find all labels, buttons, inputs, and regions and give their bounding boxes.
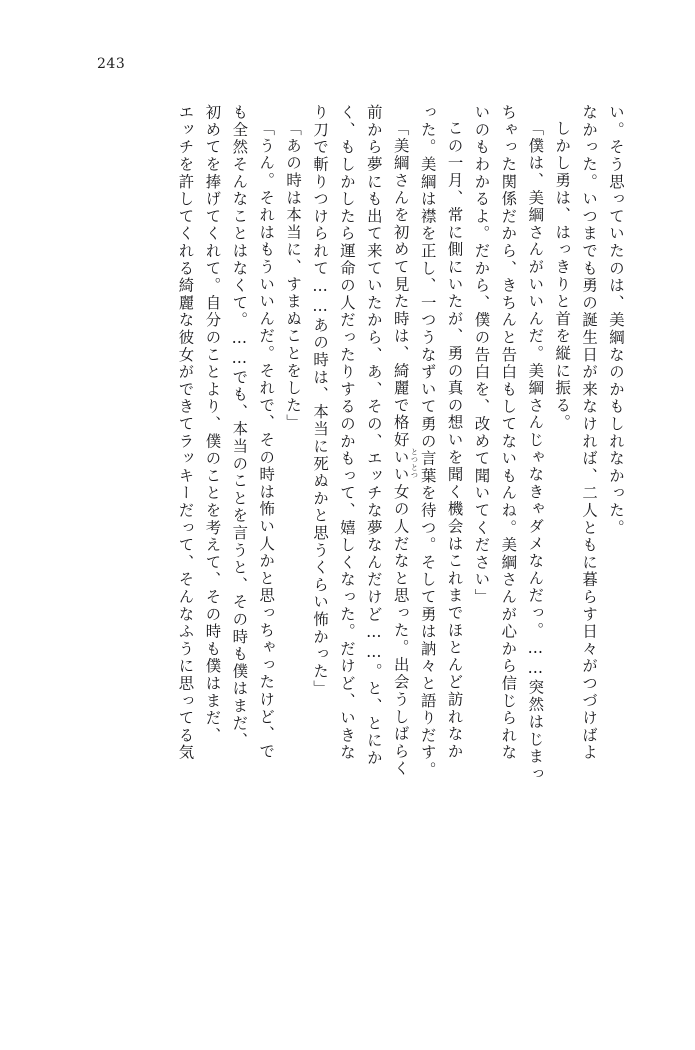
text-column: 「美綱さんを初めて見た時は、綺麗で格好いい女の人だなと思った。出会うしばらく [391,120,410,778]
text-column: 初めてを捧げてくれて。自分のことより、僕のことを考えて、その時も僕はまだ、 [203,104,222,745]
text-column: った。美綱は襟を正し、一つうなずいて勇の言葉を待つ。そして勇は訥々と語りだす。 [418,104,437,779]
text-column: も全然そんなことはなくて。……でも、本当のことを言うと、その時も僕はまだ、 [230,104,249,750]
text-column: しかし勇は、はっきりと首を縦に振る。 [553,120,572,432]
text-column: 「うん。それはもういいんだ。それで、その時は怖い人かと思っちゃったけど、で [257,120,276,761]
text-column: いのもわかるよ。だから、僕の告白を、改めて聞いてください」 [472,104,491,606]
text-column: り刀で斬りつけられて……あの時は、本当に死ぬかと思うくらい怖かった」 [311,104,330,698]
page-number: 243 [97,56,126,72]
text-column: い。そう思っていたのは、美綱なのかもしれなかった。 [607,104,625,537]
text-column: 前から夢にも出て来ていたから、あ、その、エッチな夢なんだけど……。と、とにか [364,104,383,767]
text-column: 「あの時は本当に、すまぬことをした」 [284,120,303,432]
text-column: 「僕は、美綱さんがいいんだ。美綱さんじゃなきゃダメなんだっ。……突然はじまっ [526,120,545,783]
text-column: く、もしかしたら運命の人だったりするのかもって、嬉しくなった。だけど、いきな [337,104,356,762]
text-column: エッチを許してくれる綺麗な彼女ができてラッキーだって、そんなふうに思ってる気 [176,104,195,762]
text-column: この一月、常に側にいたが、勇の真の想いを聞く機会はこれまでほとんど訪れなか [445,120,464,761]
ruby-annotation: とつとつ [410,448,420,480]
text-column: ちゃった関係だから、きちんと告白もしてないもんね。美綱さんが心から信じられな [499,104,518,762]
text-column: なかった。いつまでも勇の誕生日が来なければ、二人ともに暮らす日々がつづけばよ [580,104,599,762]
body-text [83,104,623,966]
